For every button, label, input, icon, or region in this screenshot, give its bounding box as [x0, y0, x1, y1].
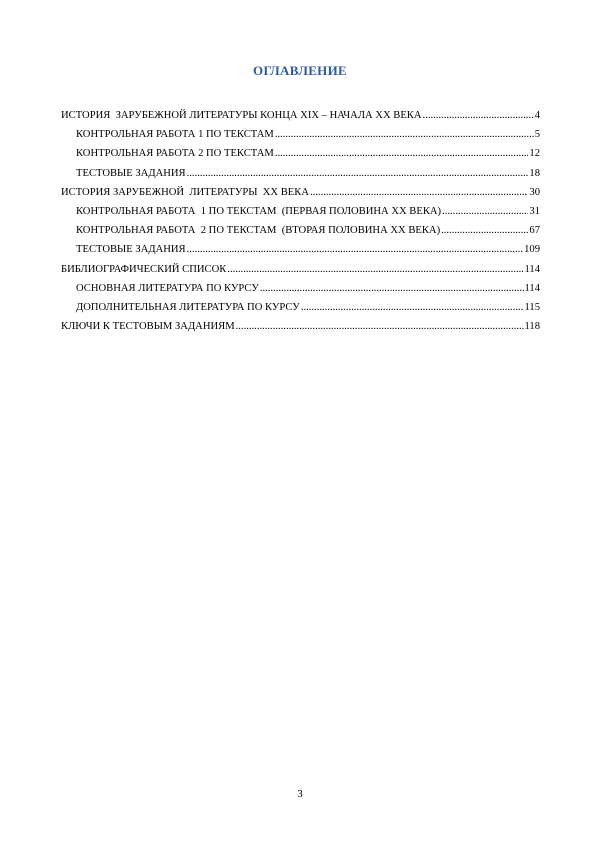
toc-entry-title: КОНТРОЛЬНАЯ РАБОТА 2 ПО ТЕКСТАМ (ВТОРАЯ ПОЛОВИНА XX ВЕКА)	[76, 225, 441, 237]
toc-entry-page: 109	[524, 244, 540, 256]
toc-entry-page: 4	[534, 110, 540, 121]
toc-entry-title: БИБЛИОГРАФИЧЕСКИЙ СПИСОК	[61, 263, 227, 275]
toc-entry[interactable]	[61, 264, 540, 283]
toc-entry-page: 5	[534, 129, 540, 141]
toc-leader-dots	[187, 168, 529, 179]
toc-entry[interactable]	[61, 225, 540, 244]
toc-entry-title: ИСТОРИЯ ЗАРУБЕЖНОЙ ЛИТЕРАТУРЫ КОНЦА XIX – НАЧАЛА XX ВЕКА	[61, 110, 422, 121]
toc-entry[interactable]	[61, 148, 540, 167]
toc-entry-title: ТЕСТОВЫЕ ЗАДАНИЯ	[76, 167, 186, 179]
toc-entry-page: 114	[524, 282, 540, 294]
toc-entry-title: КОНТРОЛЬНАЯ РАБОТА 1 ПО ТЕКСТАМ (ПЕРВАЯ ПОЛОВИНА XX ВЕКА)	[76, 205, 442, 217]
toc-entry[interactable]	[61, 187, 540, 206]
toc-leader-dots	[187, 244, 523, 255]
table-of-contents	[61, 110, 540, 340]
toc-leader-dots	[227, 264, 523, 275]
page-title: ОГЛАВЛЕНИЕ	[253, 63, 347, 78]
toc-entry[interactable]	[61, 321, 540, 340]
toc-leader-dots	[275, 148, 529, 159]
toc-entry-page: 30	[529, 186, 540, 198]
toc-entry-page: 31	[529, 205, 540, 217]
toc-entry[interactable]	[61, 244, 540, 263]
toc-entry[interactable]	[61, 129, 540, 148]
toc-entry[interactable]	[61, 168, 540, 187]
toc-entry-title: ОСНОВНАЯ ЛИТЕРАТУРА ПО КУРСУ	[76, 282, 259, 294]
toc-entry-title: ИСТОРИЯ ЗАРУБЕЖНОЙ ЛИТЕРАТУРЫ XX ВЕКА	[61, 186, 309, 198]
page-number: 3	[297, 788, 303, 800]
toc-leader-dots	[423, 110, 534, 121]
toc-entry-title: КЛЮЧИ К ТЕСТОВЫМ ЗАДАНИЯМ	[61, 321, 235, 333]
toc-entry[interactable]	[61, 206, 540, 225]
toc-entry-page: 18	[529, 167, 540, 179]
toc-entry[interactable]	[61, 110, 540, 129]
toc-entry[interactable]	[61, 302, 540, 321]
toc-entry-page: 67	[529, 225, 540, 237]
toc-leader-dots	[301, 302, 524, 313]
toc-entry-page: 114	[524, 263, 540, 275]
toc-entry-title: ДОПОЛНИТЕЛЬНАЯ ЛИТЕРАТУРА ПО КУРСУ	[76, 301, 300, 313]
toc-entry[interactable]	[61, 283, 540, 302]
toc-entry-page: 12	[529, 148, 540, 160]
toc-entry-page: 118	[524, 321, 540, 333]
toc-entry-title: КОНТРОЛЬНАЯ РАБОТА 1 ПО ТЕКСТАМ	[76, 129, 274, 141]
toc-leader-dots	[442, 206, 528, 217]
toc-leader-dots	[310, 187, 528, 198]
toc-leader-dots	[260, 283, 524, 294]
toc-entry-page: 115	[524, 301, 540, 313]
toc-leader-dots	[441, 225, 528, 236]
toc-entry-title: ТЕСТОВЫЕ ЗАДАНИЯ	[76, 244, 186, 256]
toc-leader-dots	[236, 321, 524, 332]
toc-leader-dots	[275, 129, 534, 140]
toc-entry-title: КОНТРОЛЬНАЯ РАБОТА 2 ПО ТЕКСТАМ	[76, 148, 274, 160]
